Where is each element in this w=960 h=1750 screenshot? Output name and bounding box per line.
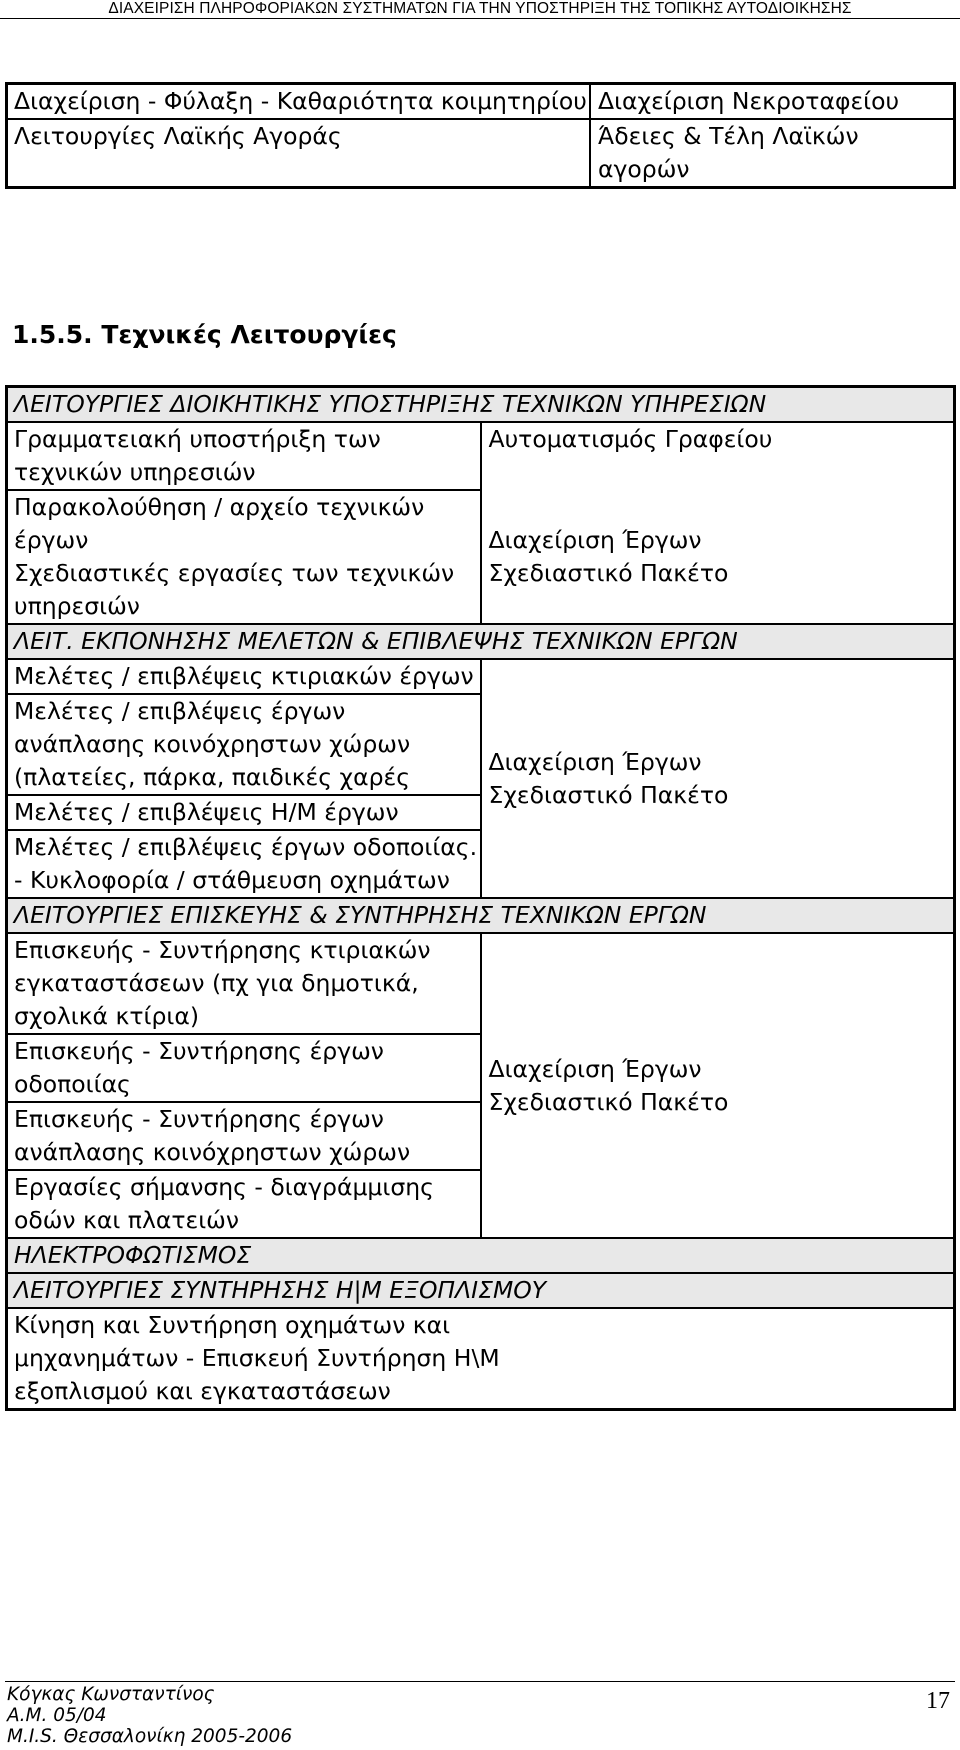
function-cell: Επισκευής - Συντήρησης έργων οδοποιίας bbox=[7, 1034, 481, 1102]
group-header: ΛΕΙΤΟΥΡΓΙΕΣ ΣΥΝΤΗΡΗΣΗΣ Η|Μ ΕΞΟΠΛΙΣΜΟΥ bbox=[7, 1273, 955, 1308]
system-name: Σχεδιαστικό Πακέτο bbox=[488, 780, 729, 809]
table-row bbox=[7, 659, 955, 694]
footer-rule bbox=[5, 1681, 955, 1682]
group-header-row bbox=[7, 624, 955, 659]
table-row bbox=[7, 1308, 955, 1410]
function-cell: Γραμματειακή υποστήριξη των τεχνικών υπηρεσιών bbox=[7, 422, 481, 490]
technical-functions-table bbox=[5, 385, 956, 1411]
group-header: ΗΛΕΚΤΡΟΦΩΤΙΣΜΟΣ bbox=[7, 1238, 955, 1273]
group-header-row bbox=[7, 1273, 955, 1308]
system-name: Διαχείριση Έργων bbox=[488, 1054, 702, 1083]
system-name: Σχεδιαστικό Πακέτο bbox=[488, 558, 729, 587]
function-cell: Επισκευής - Συντήρησης έργων ανάπλασης κοινόχρηστων χώρων bbox=[7, 1102, 481, 1170]
table-row bbox=[7, 933, 955, 1034]
group-header: ΛΕΙΤΟΥΡΓΙΕΣ ΕΠΙΣΚΕΥΗΣ & ΣΥΝΤΗΡΗΣΗΣ ΤΕΧΝΙΚΩΝ ΕΡΓΩΝ bbox=[7, 898, 955, 933]
functions-table-top bbox=[5, 82, 956, 189]
group-header-row bbox=[7, 1238, 955, 1273]
function-text: Κίνηση και Συντήρηση οχημάτων και μηχανημάτων - Επισκευή Συντήρηση Η\Μ εξοπλισμού και εγκαταστάσεων bbox=[14, 1311, 500, 1405]
group-header-row bbox=[7, 387, 955, 423]
function-cell: Μελέτες / επιβλέψεις κτιριακών έργων bbox=[7, 659, 481, 694]
table-cell: Άδειες & Τέλη Λαϊκών αγορών bbox=[590, 119, 955, 188]
function-cell: Μελέτες / επιβλέψεις Η/Μ έργων bbox=[7, 795, 481, 830]
section-title: 1.5.5. Τεχνικές Λειτουργίες bbox=[12, 320, 397, 349]
system-name: Διαχείριση Έργων bbox=[488, 747, 702, 776]
table-row bbox=[7, 490, 955, 557]
system-cell bbox=[481, 659, 955, 898]
footer-line: Α.Μ. 05/04 bbox=[7, 1705, 107, 1726]
function-cell: Μελέτες / επιβλέψεις έργων οδοποιίας. - Κυκλοφορία / στάθμευση οχημάτων bbox=[7, 830, 481, 898]
running-header: ΔΙΑΧΕΙΡΙΣΗ ΠΛΗΡΟΦΟΡΙΑΚΩΝ ΣΥΣΤΗΜΑΤΩΝ ΓΙΑ ΤΗΝ ΥΠΟΣΤΗΡΙΞΗ ΤΗΣ ΤΟΠΙΚΗΣ ΑΥΤΟΔΙΟΙΚΗΣΗΣ bbox=[0, 0, 960, 19]
table-cell: Διαχείριση Νεκροταφείου bbox=[590, 84, 955, 120]
table-cell: Διαχείριση - Φύλαξη - Καθαριότητα κοιμητηρίου bbox=[7, 84, 591, 120]
footer-line: Κόγκας Κωνσταντίνος bbox=[7, 1684, 215, 1705]
function-cell: Σχεδιαστικές εργασίες των τεχνικών υπηρεσιών bbox=[7, 557, 481, 624]
footer-line: Μ.Ι.S. Θεσσαλονίκη 2005-2006 bbox=[7, 1726, 293, 1747]
footer-author bbox=[7, 1684, 292, 1747]
function-cell: Μελέτες / επιβλέψεις έργων ανάπλασης κοινόχρηστων χώρων (πλατείες, πάρκα, παιδικές χαρές bbox=[7, 694, 481, 795]
system-name: Διαχείριση Έργων bbox=[488, 525, 702, 554]
table-row bbox=[7, 422, 955, 490]
system-cell: Αυτοματισμός Γραφείου bbox=[481, 422, 955, 490]
table-row bbox=[7, 119, 955, 188]
function-cell: Επισκευής - Συντήρησης κτιριακών εγκαταστάσεων (πχ για δημοτικά, σχολικά κτίρια) bbox=[7, 933, 481, 1034]
table-row bbox=[7, 84, 955, 120]
table-cell: Λειτουργίες Λαϊκής Αγοράς bbox=[7, 119, 591, 188]
group-header-row bbox=[7, 898, 955, 933]
function-cell bbox=[7, 1308, 955, 1410]
function-cell: Παρακολούθηση / αρχείο τεχνικών έργων bbox=[7, 490, 481, 557]
system-name: Σχεδιαστικό Πακέτο bbox=[488, 1087, 729, 1116]
system-cell bbox=[481, 933, 955, 1238]
group-header: ΛΕΙΤ. ΕΚΠΟΝΗΣΗΣ ΜΕΛΕΤΩΝ & ΕΠΙΒΛΕΨΗΣ ΤΕΧΝΙΚΩΝ ΕΡΓΩΝ bbox=[7, 624, 955, 659]
system-cell bbox=[481, 490, 955, 624]
function-cell: Εργασίες σήμανσης - διαγράμμισης οδών και πλατειών bbox=[7, 1170, 481, 1238]
group-header: ΛΕΙΤΟΥΡΓΙΕΣ ΔΙΟΙΚΗΤΙΚΗΣ ΥΠΟΣΤΗΡΙΞΗΣ ΤΕΧΝΙΚΩΝ ΥΠΗΡΕΣΙΩΝ bbox=[7, 387, 955, 423]
page-number: 17 bbox=[926, 1688, 950, 1714]
